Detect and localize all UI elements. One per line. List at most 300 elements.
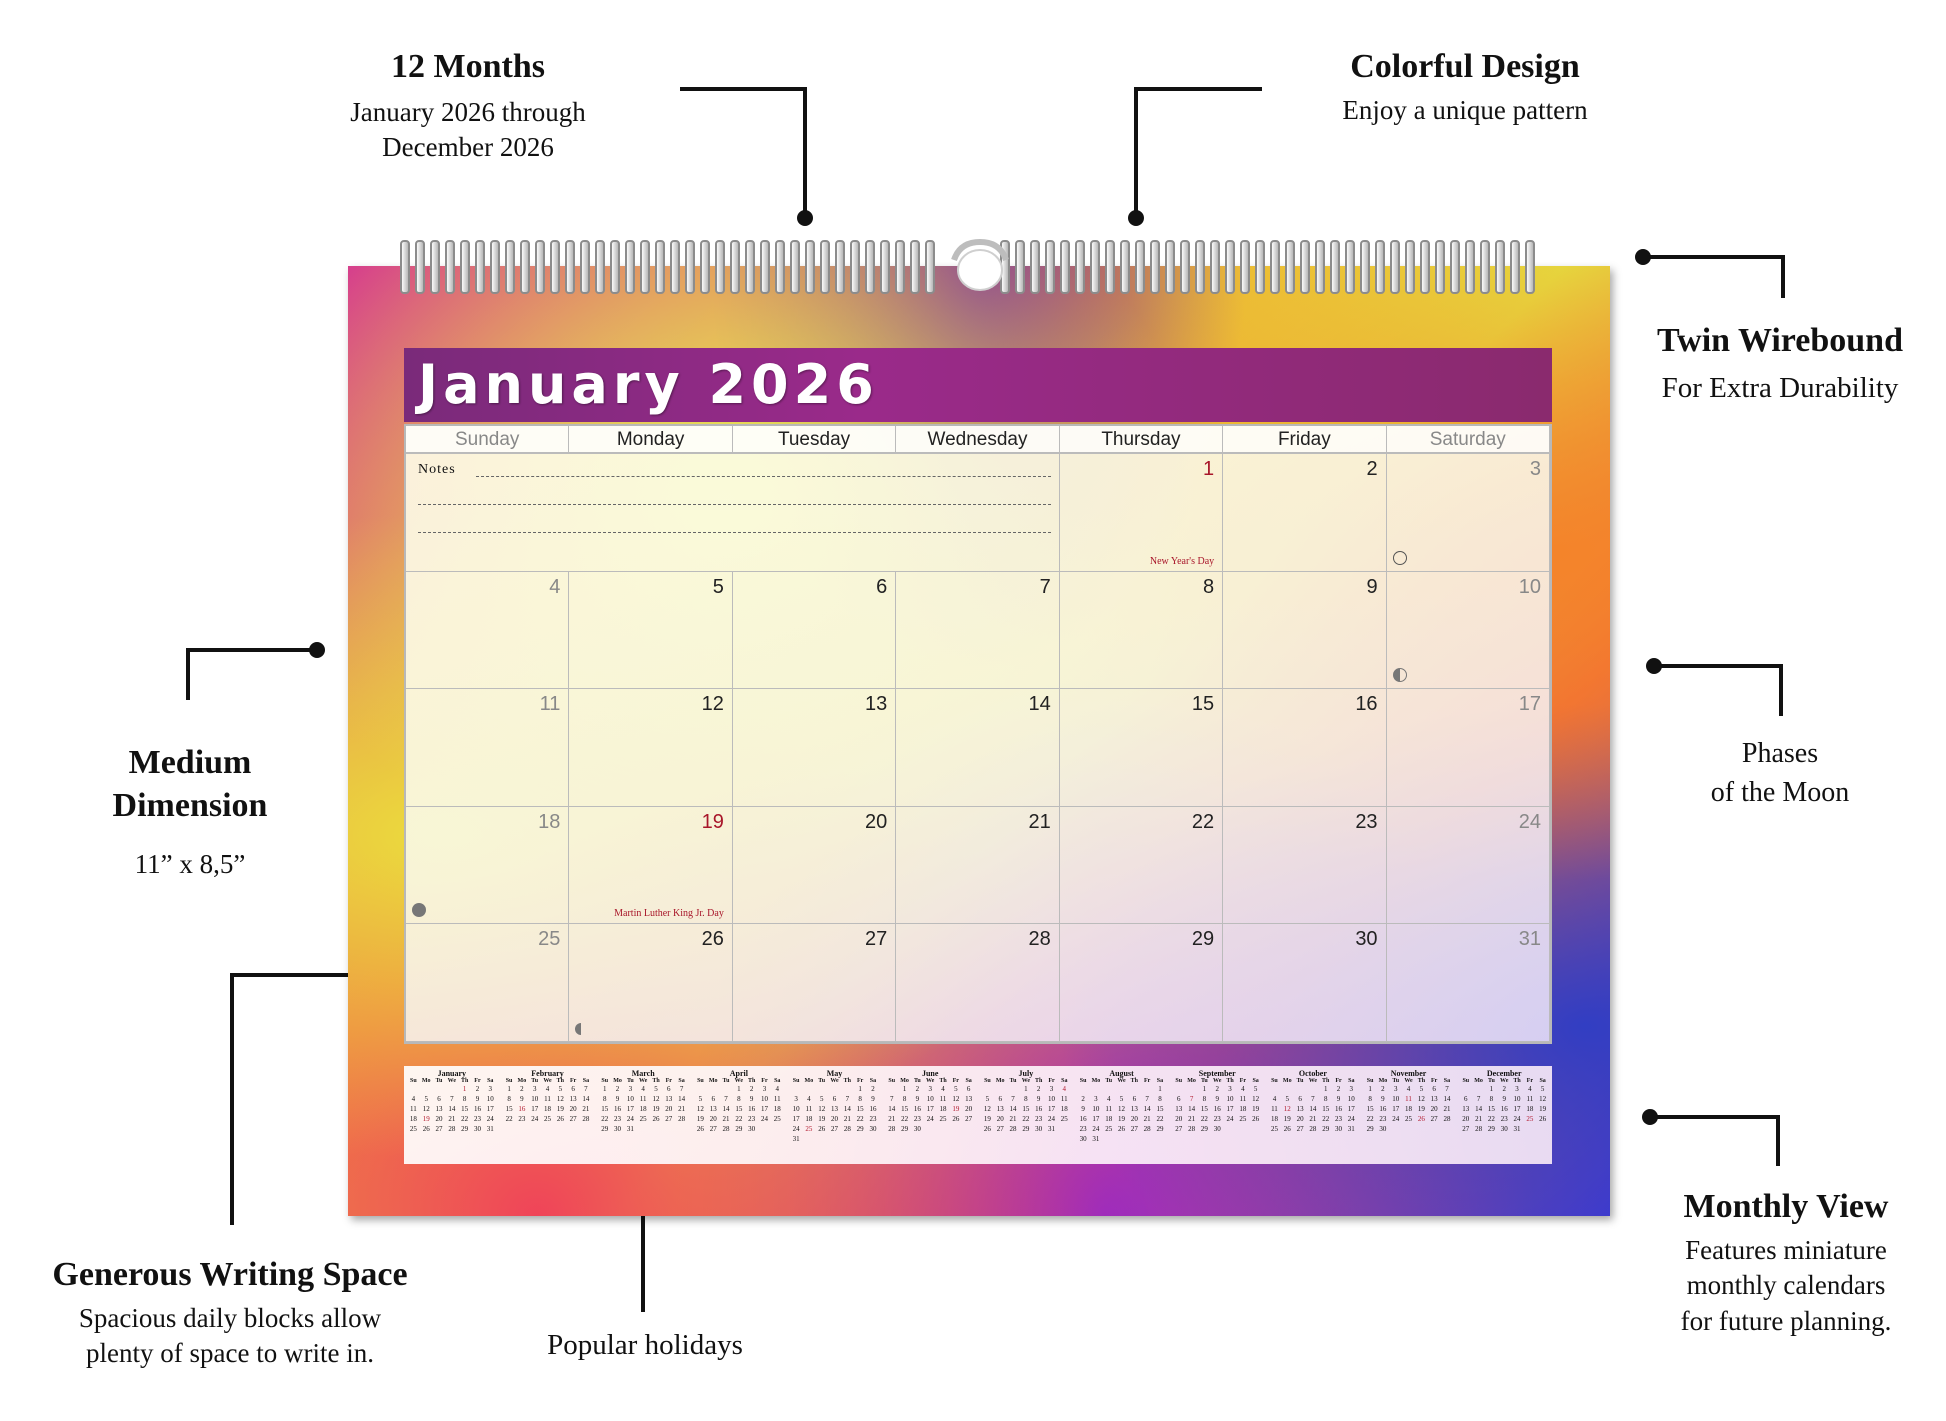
day-cell[interactable] bbox=[1223, 807, 1386, 925]
mini-day: 9 bbox=[749, 1095, 754, 1103]
mini-day: 20 bbox=[1296, 1115, 1304, 1123]
day-cell[interactable] bbox=[1223, 689, 1386, 807]
day-cell[interactable] bbox=[406, 572, 569, 690]
mini-day: 10 bbox=[792, 1105, 800, 1113]
mini-weekday: Sa bbox=[1539, 1078, 1546, 1084]
mini-day: 3 bbox=[1393, 1085, 1398, 1093]
mini-day: 13 bbox=[1430, 1095, 1438, 1103]
mini-days bbox=[1077, 1084, 1167, 1144]
mini-day: 27 bbox=[435, 1125, 443, 1133]
mini-day: 22 bbox=[461, 1115, 469, 1123]
mini-day: 27 bbox=[665, 1115, 673, 1123]
mini-day: 12 bbox=[1118, 1105, 1126, 1113]
mini-day: 23 bbox=[1079, 1125, 1087, 1133]
day-cell[interactable] bbox=[1387, 807, 1550, 925]
binding-ring bbox=[775, 240, 785, 294]
mini-month bbox=[500, 1066, 596, 1164]
mini-day: 23 bbox=[1379, 1115, 1387, 1123]
mini-day: 10 bbox=[1513, 1095, 1521, 1103]
mini-day: 15 bbox=[901, 1105, 909, 1113]
mini-day: 25 bbox=[773, 1115, 781, 1123]
mini-day: 26 bbox=[556, 1115, 564, 1123]
mini-day: 1 bbox=[902, 1085, 907, 1093]
day-cell[interactable] bbox=[1387, 572, 1550, 690]
mini-day: 8 bbox=[1202, 1095, 1207, 1103]
mini-weekday: We bbox=[639, 1078, 648, 1084]
binding-ring bbox=[865, 240, 875, 294]
mini-day: 23 bbox=[1500, 1115, 1508, 1123]
mini-day: 3 bbox=[1049, 1085, 1054, 1093]
mini-day-blank bbox=[1115, 1084, 1128, 1094]
day-number: 21 bbox=[1028, 810, 1051, 833]
mini-day: 20 bbox=[1430, 1105, 1438, 1113]
mini-day: 11 bbox=[939, 1095, 947, 1103]
mini-day: 29 bbox=[1322, 1125, 1330, 1133]
mini-day-blank bbox=[1281, 1084, 1294, 1094]
mini-day: 5 bbox=[654, 1085, 658, 1093]
day-cell[interactable] bbox=[406, 807, 569, 925]
binding-ring bbox=[430, 240, 440, 294]
mini-day: 9 bbox=[1502, 1095, 1506, 1103]
mini-day: 25 bbox=[1239, 1115, 1247, 1123]
mini-day: 27 bbox=[569, 1115, 577, 1123]
mini-day: 30 bbox=[913, 1125, 921, 1133]
day-number: 9 bbox=[1366, 575, 1378, 598]
mini-day: 23 bbox=[913, 1115, 921, 1123]
mini-day: 15 bbox=[735, 1105, 743, 1113]
mini-day: 5 bbox=[985, 1095, 990, 1103]
mini-day: 27 bbox=[709, 1125, 717, 1133]
binding-ring bbox=[1195, 240, 1205, 294]
callout-12-months bbox=[318, 46, 618, 166]
mini-day-blank bbox=[707, 1084, 720, 1094]
callout-text: for future planning. bbox=[1680, 1305, 1892, 1336]
mini-day: 24 bbox=[926, 1115, 934, 1123]
mini-weekday: Sa bbox=[1156, 1078, 1164, 1084]
day-cell[interactable] bbox=[733, 572, 896, 690]
mini-day-blank bbox=[1077, 1084, 1090, 1094]
binding-ring bbox=[715, 240, 725, 294]
mini-weekday: Th bbox=[1130, 1078, 1139, 1084]
mini-weekday: Mo bbox=[1282, 1078, 1292, 1084]
mini-day: 28 bbox=[888, 1125, 896, 1133]
mini-weekday: Su bbox=[1271, 1078, 1278, 1084]
mini-day: 7 bbox=[1311, 1095, 1315, 1103]
mini-day: 4 bbox=[1106, 1095, 1111, 1103]
mini-weekday: We bbox=[830, 1078, 839, 1084]
binding-ring bbox=[1225, 240, 1235, 294]
mini-day: 9 bbox=[1381, 1095, 1385, 1103]
mini-day: 1 bbox=[462, 1085, 467, 1093]
mini-weekday: Mo bbox=[517, 1078, 527, 1084]
mini-day: 15 bbox=[1022, 1105, 1030, 1113]
mini-day: 9 bbox=[915, 1095, 920, 1103]
callout-colorful-design bbox=[1300, 46, 1630, 128]
mini-day: 27 bbox=[996, 1125, 1004, 1133]
binding-ring bbox=[610, 240, 620, 294]
mini-day-blank bbox=[790, 1084, 803, 1094]
mini-day: 17 bbox=[626, 1105, 634, 1113]
callout-title: Dimension bbox=[112, 786, 268, 824]
mini-day: 19 bbox=[818, 1115, 826, 1123]
mini-day: 14 bbox=[1009, 1105, 1017, 1113]
mini-day: 31 bbox=[1513, 1125, 1521, 1133]
binding-ring bbox=[1105, 240, 1115, 294]
callout-text: Features miniature bbox=[1685, 1234, 1887, 1265]
mini-day: 27 bbox=[831, 1125, 839, 1133]
mini-day: 8 bbox=[902, 1095, 907, 1103]
mini-day: 3 bbox=[1094, 1095, 1098, 1103]
mini-weekday: We bbox=[926, 1078, 935, 1084]
mini-day: 17 bbox=[1092, 1115, 1100, 1123]
mini-weekday: Su bbox=[1366, 1078, 1374, 1084]
mini-day: 17 bbox=[760, 1105, 768, 1113]
mini-day: 12 bbox=[1539, 1095, 1547, 1103]
mini-day: 16 bbox=[1335, 1105, 1342, 1113]
mini-month-name: March bbox=[631, 1069, 655, 1078]
day-number: 18 bbox=[538, 810, 561, 833]
mini-day: 7 bbox=[1189, 1095, 1194, 1103]
mini-day: 4 bbox=[411, 1095, 416, 1103]
mini-day: 15 bbox=[601, 1105, 609, 1113]
mini-month-name: February bbox=[531, 1069, 564, 1078]
mini-day: 25 bbox=[1060, 1115, 1068, 1123]
mini-weekday: Sa bbox=[1348, 1078, 1355, 1084]
binding-ring bbox=[820, 240, 830, 294]
binding-ring bbox=[400, 240, 410, 294]
day-cell[interactable] bbox=[733, 807, 896, 925]
callout-title: Generous Writing Space bbox=[52, 1256, 408, 1293]
day-number: 23 bbox=[1355, 810, 1378, 833]
mini-day: 4 bbox=[775, 1085, 780, 1093]
weekday-header: Wednesday bbox=[896, 426, 1059, 454]
mini-weekday: We bbox=[1404, 1078, 1413, 1084]
day-cell[interactable] bbox=[1060, 924, 1223, 1042]
mini-day: 15 bbox=[1366, 1105, 1374, 1113]
mini-day: 6 bbox=[667, 1085, 671, 1093]
mini-day: 25 bbox=[1405, 1115, 1413, 1123]
mini-day: 6 bbox=[1132, 1095, 1137, 1103]
mini-day-blank bbox=[1268, 1084, 1281, 1094]
mini-day: 11 bbox=[1526, 1095, 1534, 1103]
mini-month-name: December bbox=[1486, 1069, 1522, 1078]
mini-day: 11 bbox=[1105, 1105, 1113, 1113]
mini-month bbox=[1265, 1066, 1361, 1164]
mini-day: 4 bbox=[807, 1095, 811, 1103]
mini-weekday: We bbox=[734, 1078, 744, 1084]
mini-day: 6 bbox=[1432, 1085, 1436, 1093]
mini-day: 30 bbox=[1079, 1135, 1087, 1143]
mini-day: 12 bbox=[818, 1105, 826, 1113]
month-grid bbox=[404, 424, 1552, 1044]
mini-day: 22 bbox=[1487, 1115, 1495, 1123]
notes-label: Notes bbox=[418, 462, 456, 477]
mini-weekday: Th bbox=[460, 1078, 469, 1084]
day-cell[interactable] bbox=[733, 689, 896, 807]
binding-ring bbox=[475, 240, 485, 294]
mini-day: 29 bbox=[735, 1125, 743, 1133]
mini-day: 14 bbox=[1443, 1095, 1451, 1103]
mini-day: 8 bbox=[1368, 1095, 1372, 1103]
mini-day-blank bbox=[694, 1084, 707, 1094]
mini-day: 31 bbox=[1347, 1125, 1355, 1133]
binding-ring bbox=[625, 240, 635, 294]
mini-weekday: Sa bbox=[1443, 1078, 1451, 1084]
mini-day: 18 bbox=[1105, 1115, 1113, 1123]
mini-weekday: Th bbox=[652, 1078, 660, 1084]
binding-ring bbox=[1420, 240, 1430, 294]
mini-day: 16 bbox=[1379, 1105, 1387, 1113]
callout-text: Spacious daily blocks allow bbox=[78, 1302, 382, 1333]
mini-day: 4 bbox=[941, 1085, 945, 1093]
mini-day: 26 bbox=[1118, 1125, 1126, 1133]
mini-day: 26 bbox=[1283, 1125, 1291, 1133]
day-number: 7 bbox=[1039, 575, 1051, 598]
mini-day: 29 bbox=[901, 1125, 909, 1133]
mini-day: 10 bbox=[486, 1095, 494, 1103]
mini-day: 3 bbox=[794, 1095, 798, 1103]
binding-ring bbox=[910, 240, 920, 294]
mini-day: 8 bbox=[1323, 1095, 1328, 1103]
mini-day: 27 bbox=[1296, 1125, 1304, 1133]
day-cell[interactable] bbox=[569, 807, 732, 925]
binding-ring bbox=[805, 240, 815, 294]
mini-weekday: Fr bbox=[856, 1078, 864, 1084]
mini-day: 9 bbox=[475, 1095, 480, 1103]
day-cell[interactable] bbox=[1223, 454, 1386, 572]
mini-day: 2 bbox=[749, 1085, 754, 1093]
mini-days bbox=[1172, 1084, 1262, 1134]
mini-day: 25 bbox=[1270, 1125, 1278, 1133]
mini-day: 16 bbox=[869, 1105, 877, 1113]
mini-weekday: Tu bbox=[1296, 1078, 1304, 1084]
mini-day: 24 bbox=[531, 1115, 539, 1123]
mini-day: 25 bbox=[544, 1115, 551, 1123]
day-cell[interactable] bbox=[1060, 572, 1223, 690]
day-cell[interactable] bbox=[1223, 924, 1386, 1042]
mini-day: 28 bbox=[1443, 1115, 1451, 1123]
mini-day: 31 bbox=[1047, 1125, 1055, 1133]
mini-day: 31 bbox=[792, 1135, 800, 1143]
mini-day: 4 bbox=[1272, 1095, 1277, 1103]
mini-day: 8 bbox=[1489, 1095, 1494, 1103]
mini-day: 14 bbox=[1188, 1105, 1196, 1113]
day-cell[interactable] bbox=[896, 807, 1059, 925]
day-cell[interactable] bbox=[1387, 454, 1550, 572]
mini-weekday: Su bbox=[410, 1078, 417, 1084]
day-cell[interactable] bbox=[406, 924, 569, 1042]
mini-weekday: Sa bbox=[965, 1078, 972, 1084]
mini-weekday: Tu bbox=[1105, 1078, 1113, 1084]
mini-day: 22 bbox=[505, 1115, 513, 1123]
mini-weekday: Th bbox=[1513, 1078, 1521, 1084]
mini-day: 7 bbox=[845, 1095, 850, 1103]
day-cell[interactable] bbox=[1060, 689, 1223, 807]
mini-day: 3 bbox=[1349, 1085, 1354, 1093]
mini-weekday: Tu bbox=[722, 1078, 730, 1084]
mini-weekday: Mo bbox=[804, 1078, 814, 1084]
mini-day: 15 bbox=[856, 1105, 864, 1113]
mini-day: 30 bbox=[614, 1125, 622, 1133]
mini-days bbox=[981, 1084, 1071, 1134]
binding-ring bbox=[1015, 240, 1025, 294]
mini-weekday: Fr bbox=[474, 1078, 481, 1084]
mini-day: 17 bbox=[792, 1115, 800, 1123]
day-number: 27 bbox=[865, 928, 888, 951]
callout-title: 12 Months bbox=[391, 48, 545, 85]
mini-weekday: Fr bbox=[1335, 1078, 1342, 1084]
binding-ring bbox=[1345, 240, 1355, 294]
notes-area[interactable] bbox=[406, 454, 1060, 572]
mini-day: 10 bbox=[1347, 1095, 1355, 1103]
mini-day: 31 bbox=[626, 1125, 634, 1133]
mini-weekday: Fr bbox=[761, 1078, 768, 1084]
mini-day: 3 bbox=[762, 1085, 767, 1093]
mini-day: 20 bbox=[1130, 1115, 1138, 1123]
mini-weekday: Mo bbox=[708, 1078, 718, 1084]
day-cell[interactable] bbox=[896, 689, 1059, 807]
mini-day: 7 bbox=[724, 1095, 728, 1103]
mini-day: 12 bbox=[1417, 1095, 1425, 1103]
mini-weekday: We bbox=[447, 1078, 456, 1084]
mini-day: 5 bbox=[819, 1095, 824, 1103]
binding-ring bbox=[1075, 240, 1085, 294]
mini-day: 3 bbox=[1228, 1085, 1232, 1093]
mini-day-blank bbox=[1128, 1084, 1141, 1094]
mini-day: 16 bbox=[473, 1105, 481, 1113]
mini-day: 5 bbox=[424, 1095, 428, 1103]
day-cell[interactable] bbox=[1387, 924, 1550, 1042]
mini-day-blank bbox=[885, 1084, 898, 1094]
mini-day: 13 bbox=[569, 1095, 577, 1103]
binding-ring bbox=[1135, 240, 1145, 294]
mini-weekday: Th bbox=[1417, 1078, 1426, 1084]
binding-ring bbox=[1510, 240, 1520, 294]
mini-weekday: Tu bbox=[1392, 1078, 1400, 1084]
mini-day: 18 bbox=[639, 1105, 647, 1113]
mini-day: 19 bbox=[696, 1115, 704, 1123]
mini-weekday: Su bbox=[1175, 1078, 1183, 1084]
callout-text: monthly calendars bbox=[1686, 1270, 1886, 1301]
mini-day: 22 bbox=[1200, 1115, 1208, 1123]
mini-day: 10 bbox=[1226, 1095, 1234, 1103]
mini-day: 13 bbox=[1296, 1105, 1304, 1113]
day-number: 3 bbox=[1529, 458, 1541, 480]
day-cell[interactable] bbox=[896, 924, 1059, 1042]
mini-day: 8 bbox=[737, 1095, 741, 1103]
mini-weekday: We bbox=[1117, 1078, 1126, 1084]
moon-phase-new-icon bbox=[1393, 551, 1407, 565]
binding-ring bbox=[790, 240, 800, 294]
mini-day: 4 bbox=[1528, 1085, 1532, 1093]
mini-day: 24 bbox=[792, 1125, 800, 1133]
day-cell[interactable] bbox=[569, 689, 732, 807]
mini-day: 6 bbox=[571, 1085, 575, 1093]
mini-day: 9 bbox=[871, 1095, 875, 1103]
mini-day: 17 bbox=[926, 1105, 934, 1113]
mini-day: 26 bbox=[652, 1115, 660, 1123]
callout-text: 11” x 8,5” bbox=[134, 849, 246, 879]
day-cell[interactable] bbox=[1387, 689, 1550, 807]
binding-ring bbox=[1210, 240, 1220, 294]
mini-day: 7 bbox=[1445, 1085, 1449, 1093]
mini-day: 29 bbox=[856, 1125, 864, 1133]
mini-day: 7 bbox=[1145, 1095, 1149, 1103]
binding-ring bbox=[1030, 240, 1040, 294]
mini-weekday: Tu bbox=[1200, 1078, 1208, 1084]
mini-weekday: Fr bbox=[1048, 1078, 1055, 1084]
mini-day: 29 bbox=[1366, 1125, 1374, 1133]
binding-ring bbox=[505, 240, 515, 294]
mini-day: 26 bbox=[1539, 1115, 1547, 1123]
day-cell[interactable] bbox=[406, 689, 569, 807]
mini-day-blank bbox=[1472, 1084, 1485, 1094]
day-cell[interactable] bbox=[1223, 572, 1386, 690]
day-cell[interactable] bbox=[569, 924, 732, 1042]
day-number: 10 bbox=[1518, 575, 1541, 598]
day-cell[interactable] bbox=[896, 572, 1059, 690]
mini-weekday: Su bbox=[888, 1078, 896, 1084]
mini-day: 12 bbox=[422, 1105, 430, 1113]
mini-day: 18 bbox=[1270, 1115, 1278, 1123]
mini-month bbox=[1361, 1066, 1457, 1164]
moon-phase-full-icon bbox=[412, 903, 426, 917]
mini-day-blank bbox=[433, 1084, 446, 1094]
mini-day: 2 bbox=[475, 1085, 480, 1093]
mini-weekday: Su bbox=[984, 1078, 991, 1084]
day-number: 31 bbox=[1518, 928, 1541, 951]
mini-day: 7 bbox=[584, 1085, 588, 1093]
mini-day: 28 bbox=[843, 1125, 851, 1133]
wall-calendar bbox=[348, 266, 1610, 1216]
mini-day: 6 bbox=[711, 1095, 715, 1103]
mini-day: 6 bbox=[1298, 1095, 1302, 1103]
mini-day: 28 bbox=[1309, 1125, 1317, 1133]
mini-weekday: Mo bbox=[900, 1078, 909, 1084]
mini-day: 14 bbox=[1143, 1105, 1151, 1113]
mini-day: 16 bbox=[614, 1105, 622, 1113]
mini-day: 25 bbox=[939, 1115, 947, 1123]
callout-title: Colorful Design bbox=[1350, 48, 1580, 85]
callout-text: Enjoy a unique pattern bbox=[1342, 94, 1588, 125]
day-cell[interactable] bbox=[1060, 454, 1223, 572]
mini-days bbox=[598, 1084, 688, 1134]
mini-day: 2 bbox=[1036, 1085, 1041, 1093]
mini-day: 29 bbox=[1487, 1125, 1495, 1133]
mini-day: 15 bbox=[1487, 1105, 1495, 1113]
binding-ring bbox=[880, 240, 890, 294]
day-cell[interactable] bbox=[569, 572, 732, 690]
day-cell[interactable] bbox=[733, 924, 896, 1042]
binding-ring bbox=[895, 240, 905, 294]
mini-day: 1 bbox=[858, 1085, 862, 1093]
binding-ring bbox=[520, 240, 530, 294]
mini-month bbox=[595, 1066, 691, 1164]
moon-phase-first-icon bbox=[1393, 668, 1407, 682]
mini-day-blank bbox=[720, 1084, 733, 1094]
mini-day: 12 bbox=[1283, 1105, 1291, 1113]
day-number: 19 bbox=[701, 810, 724, 833]
mini-day: 19 bbox=[556, 1105, 564, 1113]
mini-day: 18 bbox=[1060, 1105, 1068, 1113]
mini-day: 9 bbox=[615, 1095, 620, 1103]
day-cell[interactable] bbox=[1060, 807, 1223, 925]
mini-day: 17 bbox=[531, 1105, 539, 1113]
mini-day: 10 bbox=[626, 1095, 634, 1103]
mini-day: 19 bbox=[952, 1105, 960, 1113]
mini-day: 15 bbox=[1322, 1105, 1330, 1113]
mini-day: 8 bbox=[858, 1095, 862, 1103]
